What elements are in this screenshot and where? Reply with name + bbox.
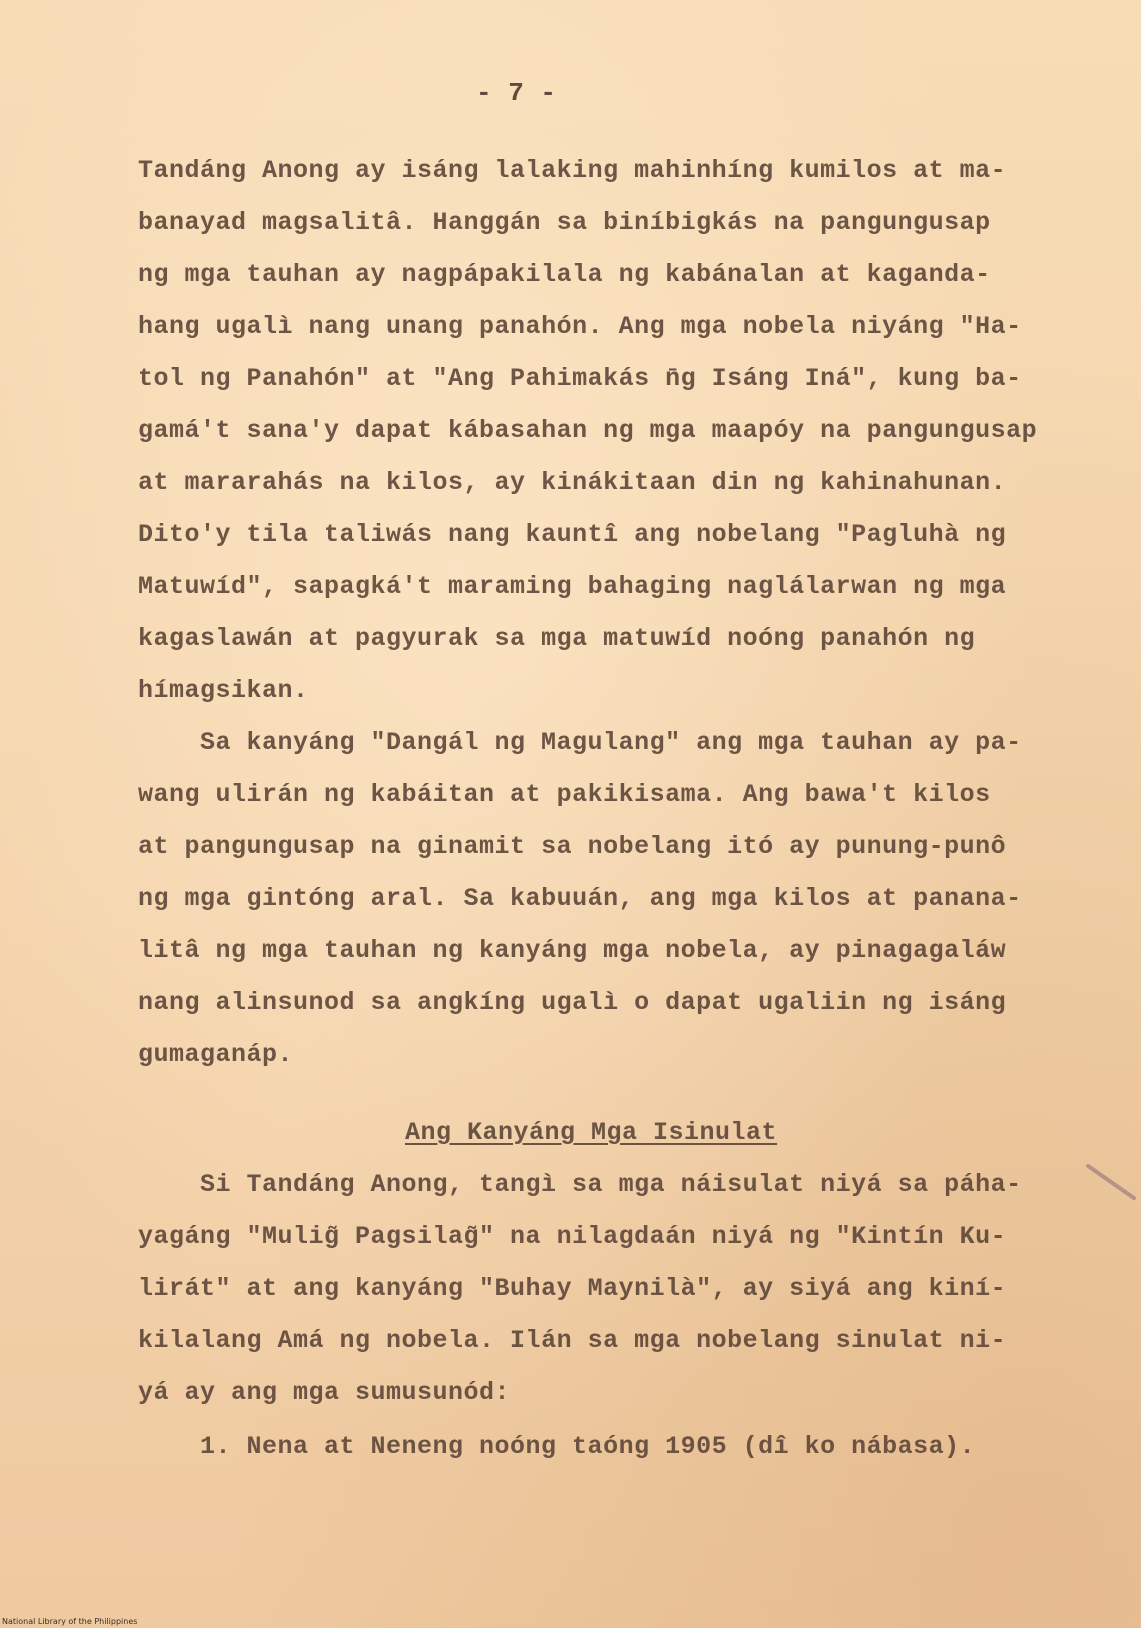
text-line: gumaganáp.: [138, 1040, 294, 1069]
text-line: Si Tandáng Anong, tangì sa mga náisulat niyá sa páha-: [200, 1170, 1022, 1199]
section-heading: Ang Kanyáng Mga Isinulat: [405, 1118, 778, 1147]
text-line: hímagsikan.: [138, 676, 309, 705]
text-line: kilalang Amá ng nobela. Ilán sa mga nobelang sinulat ni-: [138, 1326, 1007, 1355]
text-line: at mararahás na kilos, ay kinákitaan din ng kahinahunan.: [138, 468, 1007, 497]
text-line: kagaslawán at pagyurak sa mga matuwíd noóng panahón ng: [138, 624, 976, 653]
text-line: tol ng Panahón" at "Ang Pahimakás n̄g Isáng Iná", kung ba-: [138, 364, 1022, 393]
text-line: Sa kanyáng "Dangál ng Magulang" ang mga tauhan ay pa-: [200, 728, 1022, 757]
page-number: - 7 -: [476, 78, 557, 108]
ink-mark: [1085, 1163, 1136, 1201]
text-line: yá ay ang mga sumusunód:: [138, 1378, 511, 1407]
text-line: ng mga tauhan ay nagpápakilala ng kabánalan at kaganda-: [138, 260, 991, 289]
text-line: banayad magsalitâ. Hanggán sa biníbigkás na pangungusap: [138, 208, 991, 237]
text-line: nang alinsunod sa angkíng ugalì o dapat ugaliin ng isáng: [138, 988, 1007, 1017]
text-line: wang ulirán ng kabáitan at pakikisama. Ang bawa't kilos: [138, 780, 991, 809]
text-line: litâ ng mga tauhan ng kanyáng mga nobela, ay pinagagaláw: [138, 936, 1007, 965]
text-line: at pangungusap na ginamit sa nobelang itó ay punung-punô: [138, 832, 1007, 861]
list-item: 1. Nena at Neneng noóng taóng 1905 (dî ko nábasa).: [200, 1432, 976, 1461]
text-line: hang ugalì nang unang panahón. Ang mga nobela niyáng "Ha-: [138, 312, 1022, 341]
text-line: Matuwíd", sapagká't maraming bahaging naglálarwan ng mga: [138, 572, 1007, 601]
text-line: gamá't sana'y dapat kábasahan ng mga maapóy na pangungusap: [138, 416, 1038, 445]
text-line: lirát" at ang kanyáng "Buhay Maynilà", ay siyá ang kiní-: [138, 1274, 1007, 1303]
text-line: Dito'y tila taliwás nang kauntî ang nobelang "Pagluhà ng: [138, 520, 1007, 549]
text-line: ng mga gintóng aral. Sa kabuuán, ang mga kilos at panana-: [138, 884, 1022, 913]
text-line: Tandáng Anong ay isáng lalaking mahinhíng kumilos at ma-: [138, 156, 1007, 185]
text-line: yagáng "Mulig̃ Pagsilag̃" na nilagdaán niyá ng "Kintín Ku-: [138, 1222, 1007, 1251]
footer-credit: National Library of the Philippines: [2, 1617, 138, 1626]
